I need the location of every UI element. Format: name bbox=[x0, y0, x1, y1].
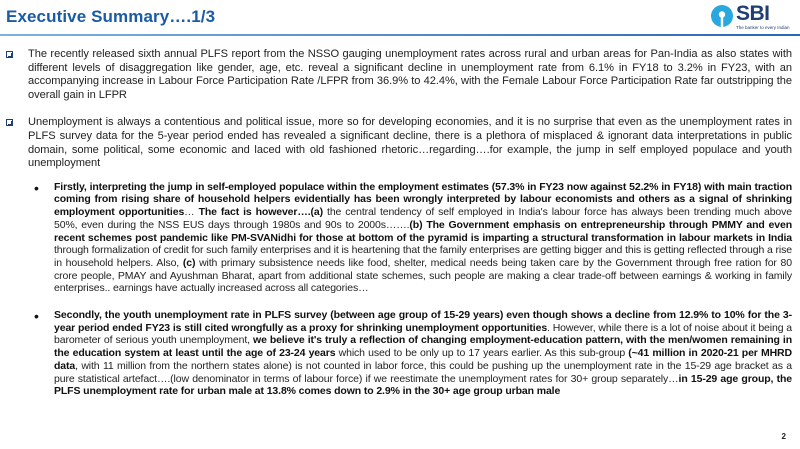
bold-text-segment: (~41 million in 2020-21 per MHRD data bbox=[54, 347, 792, 372]
logo-wordmark: SBI bbox=[736, 2, 770, 25]
text-segment: through formalization of credit for such family enterprises and it is heartening that the family enterprises are getting bigger and this is getting reflected through a rise in household helpers. Also, bbox=[54, 244, 792, 269]
text-segment: with primary subsistence needs like food, shelter, medical needs being taken care by the Government through free ration for 80 crore people, PMAY and Ayushman Bharat, apart from additional state schemes, such people are making a clear trade-off between earnings & working in family enterprises.. earnings have actually increased across all categories… bbox=[54, 256, 792, 295]
bullet-dot-icon: • bbox=[34, 179, 39, 196]
header-divider bbox=[0, 34, 800, 36]
sub-bullet bbox=[34, 179, 792, 295]
checkbox-bullet-icon bbox=[6, 51, 13, 58]
summary-content bbox=[6, 48, 792, 398]
sbi-logo-icon bbox=[710, 4, 734, 28]
paragraph-text: Unemployment is always a contentious and political issue, more so for developing economies, and it is no surprise that even as the unemployment rates in PLFS survey data for the 5-year period ended has revealed a significant decline, there is a plethora of misplaced & ignorant data interpretations in public domain, some political, some economic and laced with old fashioned rhetoric…regarding….for example, the jump in self employed populace and youth unemployment bbox=[28, 116, 792, 170]
text-segment: … bbox=[184, 206, 199, 219]
bold-text-segment: Firstly, interpreting the jump in self-employed populace within the employment estimates (57.3% in FY23 now against 52.2% in FY18) with main traction coming from rising share of household helpers evidentially has been wrongly interpreted by labour economists and others as a signal of shrinking employment opportunities bbox=[54, 180, 792, 219]
paragraph-text: The recently released sixth annual PLFS report from the NSSO gauging unemployment rates across rural and urban areas for Pan-India as also states with different levels of disaggregation like gender, age, etc. reveal a significant decline in unemployment rate from 6.1% in FY18 to 3.2% in FY23, with an accompanying increase in Labour Force Participation Rate /LFPR from 36.9% to 42.4%, with the Female Labour Force Participation Rate far outstripping the overall gain in LFPR bbox=[28, 48, 792, 101]
summary-paragraph bbox=[6, 116, 792, 170]
text-segment: , with 11 million from the northern states alone) is not counted in labor force, this could be pushing up the unemployment rate in the 15-29 age bracket as a pure statistical artefact….(low denominator in terms of labour force) if we reestimate the unemployment rates for 30+ group separately… bbox=[54, 359, 792, 385]
text-segment: which used to be only up to 17 years earlier. As this sub-group bbox=[335, 347, 629, 360]
bullet-dot-icon: • bbox=[34, 308, 39, 325]
sub-bullet-text bbox=[54, 309, 792, 397]
text-segment: the central tendency of self employed in India's labour force has always been trending much above 50%, even during the NSS EUS days through 1980s and 90s to 2000s……. bbox=[54, 206, 792, 231]
slide-header bbox=[0, 0, 800, 38]
page-number: 2 bbox=[781, 432, 786, 441]
sub-bullet-text bbox=[54, 181, 792, 295]
bold-text-segment: we believe it's truly a reflection of changing employment-education pattern, with the men/women remaining in the education system at least until the age of 23-24 years bbox=[54, 334, 792, 360]
bold-text-segment: in 15-29 age group, the PLFS unemployment rate for urban male at 13.8% comes down to 2.9% in the 30+ age group urban male bbox=[54, 372, 792, 398]
bold-text-segment: (b) The Government emphasis on entrepreneurship through PMMY and even recent schemes post pandemic like PM-SVANidhi for those at bottom of the pyramid is imparting a structural transformation in labour markets in India bbox=[54, 218, 792, 244]
logo-tagline: The banker to every Indian bbox=[736, 25, 790, 30]
checkbox-bullet-icon bbox=[6, 119, 13, 126]
bold-text-segment: The fact is however….(a) bbox=[198, 206, 324, 219]
sbi-logo bbox=[710, 3, 790, 33]
page-title: Executive Summary….1/3 bbox=[6, 7, 216, 26]
bold-text-segment: Secondly, the youth unemployment rate in PLFS survey (between age group of 15-29 years) even though shows a decline from 12.9% to 10% for the 3-year period ended FY23 is still cited wrongfully as a proxy for shrinking unemployment opportunities bbox=[54, 309, 792, 334]
text-segment: . However, while there is a lot of noise about it being a barometer of serious youth unemployment, bbox=[54, 321, 793, 347]
sub-bullet bbox=[34, 308, 793, 398]
bold-text-segment: (c) bbox=[182, 256, 196, 269]
summary-paragraph bbox=[6, 48, 792, 102]
